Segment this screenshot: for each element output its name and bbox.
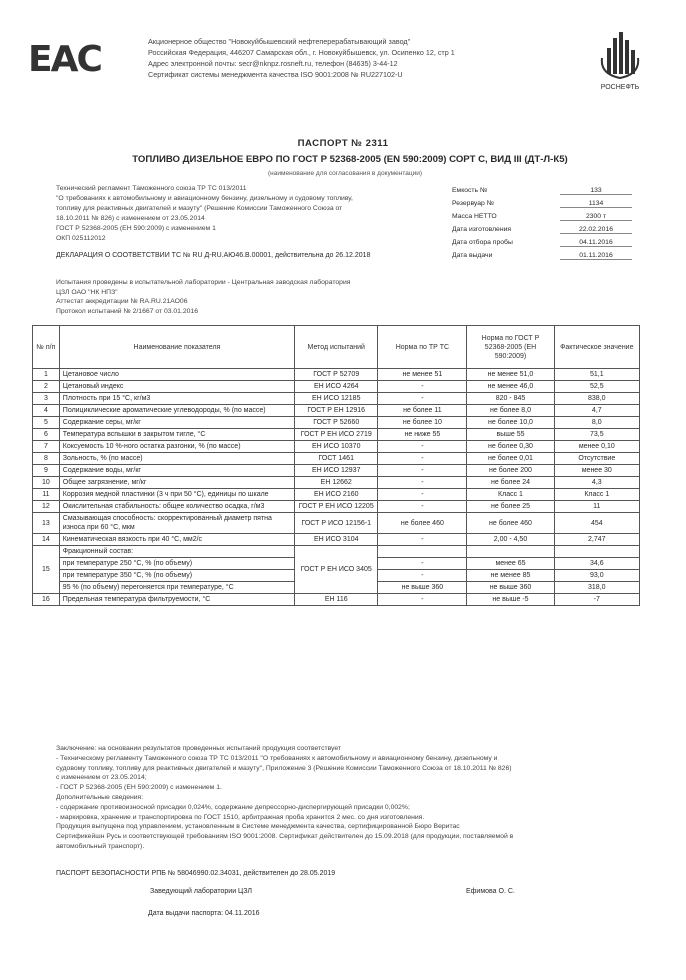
test-method: EH ИСО 12185	[295, 393, 378, 405]
table-row	[33, 534, 640, 546]
actual-value: 2,747	[554, 534, 639, 546]
norm-tr-ts: не более 10	[378, 417, 467, 429]
indicator-name: Полициклические ароматические углеводороды, % (по массе)	[59, 405, 294, 417]
company-line: Сертификат системы менеджмента качества ISO 9001:2008 № RU227102-U	[148, 70, 403, 79]
table-row	[33, 429, 640, 441]
requirement-line: "О требованиях к автомобильному и авиационному бензину, дизельному и судовому топливу,	[56, 195, 353, 202]
actual-value: 51,1	[554, 369, 639, 381]
test-method: ГОСТ Р ЕН 12916	[295, 405, 378, 417]
meta-value: 1134	[560, 200, 632, 208]
table-row	[33, 477, 640, 489]
indicator-name: Фракционный состав:	[59, 546, 294, 558]
row-number: 6	[33, 429, 60, 441]
signatory-name: Ефимова О. С.	[466, 888, 515, 895]
indicator-name: Температура вспышки в закрытом тигле, °С	[59, 429, 294, 441]
conclusion-line: - ГОСТ Р 52368-2005 (ЕН 590:2009) с изменением 1.	[56, 784, 222, 792]
column-header: Норма по ГОСТ Р 52368-2005 (EH 590:2009)	[467, 326, 554, 369]
meta-row	[452, 197, 632, 210]
indicator-name: при температуре 350 °С, % (по объему)	[59, 570, 294, 582]
test-method: EH ИСО 4264	[295, 381, 378, 393]
column-header: Метод испытаний	[295, 326, 378, 369]
test-method: EH ИСО 2160	[295, 489, 378, 501]
table-row	[33, 501, 640, 513]
table-row	[33, 369, 640, 381]
norm-gost: не более 0,01	[467, 453, 554, 465]
meta-key: Дата изготовления	[452, 226, 512, 233]
indicator-name: Цетановый индекс	[59, 381, 294, 393]
norm-tr-ts: не менее 51	[378, 369, 467, 381]
conclusion-line: Заключение: на основании результатов проведенных испытаний продукция соответствует	[56, 745, 342, 752]
test-method: ГОСТ Р ИСО 12156-1	[295, 513, 378, 534]
test-method: EH 116	[295, 594, 378, 606]
column-header: Наименование показателя	[59, 326, 294, 369]
indicator-name: Зольность, % (по массе)	[59, 453, 294, 465]
lab-block	[56, 278, 456, 316]
meta-value: 01.11.2016	[560, 252, 632, 260]
requirement-line: ГОСТ Р 52368-2005 (ЕН 590:2009) с изменением 1	[56, 225, 216, 232]
requirement-line: топливу для реактивных двигателей и мазуту" (Решение Комиссии Таможенного Союза от	[56, 205, 343, 212]
conclusion-line: Дополнительные сведения:	[56, 793, 144, 801]
indicator-name: Коксуемость 10 %-ного остатка разгонки, % (по массе)	[59, 441, 294, 453]
norm-gost: 820 - 845	[467, 393, 554, 405]
indicator-name: Предельная температура фильтруемости, °С	[59, 594, 294, 606]
declaration-line: ДЕКЛАРАЦИЯ О СООТВЕТСТВИИ ТС № RU Д-RU.АЮ46.В.00001, действительна до 26.12.2018	[56, 252, 371, 259]
meta-row	[452, 236, 632, 249]
actual-value: 93,0	[554, 570, 639, 582]
table-row	[33, 489, 640, 501]
meta-row	[452, 223, 632, 236]
test-method: ГОСТ Р ЕН ИСО 3405	[295, 546, 378, 594]
norm-gost: не более 8,0	[467, 405, 554, 417]
test-method: ГОСТ Р 52660	[295, 417, 378, 429]
indicator-name: Коррозия медной пластинки (3 ч при 50 °С), единицы по шкале	[59, 489, 294, 501]
row-number: 5	[33, 417, 60, 429]
test-method: EH 12662	[295, 477, 378, 489]
norm-tr-ts: -	[378, 393, 467, 405]
actual-value: 11	[554, 501, 639, 513]
norm-gost: не более 10,0	[467, 417, 554, 429]
row-number: 4	[33, 405, 60, 417]
indicator-name: Цетановое число	[59, 369, 294, 381]
norm-tr-ts: не более 460	[378, 513, 467, 534]
conclusion-line: судовому топливу, топливу для реактивных двигателей и мазуту", Приложение 3 (Решение Комиссии Таможенного Союза от 18.10.2011 № 826)	[56, 764, 512, 772]
table-row	[33, 465, 640, 477]
conclusion-line: - маркировка, хранение и транспортировка по ГОСТ 1510, арбитражная проба хранится 2 мес. со дня изготовления.	[56, 813, 425, 821]
conclusion-line: с изменением от 23.05.2014;	[56, 774, 147, 782]
signatory-role: Заведующий лаборатории ЦЗЛ	[150, 888, 252, 895]
table-row	[33, 393, 640, 405]
row-number: 14	[33, 534, 60, 546]
norm-tr-ts: -	[378, 570, 467, 582]
row-number: 10	[33, 477, 60, 489]
table-row	[33, 546, 640, 558]
quality-table	[32, 325, 640, 606]
norm-tr-ts: -	[378, 381, 467, 393]
eac-mark-text: EAC	[28, 39, 101, 80]
requirement-line: Технический регламент Таможенного союза ТР ТС 013/2011	[56, 185, 247, 192]
row-number: 16	[33, 594, 60, 606]
norm-gost: не менее 85	[467, 570, 554, 582]
norm-tr-ts: -	[378, 534, 467, 546]
norm-gost: не менее 51,0	[467, 369, 554, 381]
column-header: № п/п	[33, 326, 60, 369]
norm-gost: не более 200	[467, 465, 554, 477]
lab-line: ЦЗЛ ОАО "НК НПЗ"	[56, 288, 118, 296]
row-number: 9	[33, 465, 60, 477]
issue-date: Дата выдачи паспорта: 04.11.2016	[148, 910, 260, 917]
table-row	[33, 594, 640, 606]
meta-key: Емкость №	[452, 187, 488, 194]
actual-value: -7	[554, 594, 639, 606]
actual-value	[554, 546, 639, 558]
safety-passport-line: ПАСПОРТ БЕЗОПАСНОСТИ РПБ № 58046990.02.34031, действителен до 28.05.2019	[56, 870, 336, 877]
actual-value: 52,5	[554, 381, 639, 393]
lab-line: Аттестат аккредитации № RA.RU.21АО06	[56, 298, 188, 306]
indicator-name: Окислительная стабильность: общее количество осадка, г/м3	[59, 501, 294, 513]
norm-tr-ts	[378, 546, 467, 558]
company-line: Акционерное общество "Новокуйбышевский нефтеперерабатывающий завод"	[148, 37, 411, 46]
row-number: 12	[33, 501, 60, 513]
norm-tr-ts: -	[378, 489, 467, 501]
test-method: ГОСТ 1461	[295, 453, 378, 465]
actual-value: 838,0	[554, 393, 639, 405]
actual-value: Класс 1	[554, 489, 639, 501]
norm-gost: не более 0,30	[467, 441, 554, 453]
indicator-name: 95 % (по объему) перегоняется при температуре, °С	[59, 582, 294, 594]
row-number: 3	[33, 393, 60, 405]
requirement-line: ОКП 025112012	[56, 235, 106, 242]
indicator-name: Кинематическая вязкость при 40 °С, мм2/с	[59, 534, 294, 546]
conclusion-line: Продукция выпущена под управлением, установленным в Системе менеджмента качества, сертифицированной Бюро Веритас	[56, 823, 460, 831]
table-row	[33, 381, 640, 393]
table-row	[33, 453, 640, 465]
subtitle-note: (наименование для согласования в документации)	[268, 170, 422, 177]
actual-value: 8,0	[554, 417, 639, 429]
indicator-name: Плотность при 15 °С, кг/м3	[59, 393, 294, 405]
test-method: ГОСТ Р ЕН ИСО 12205	[295, 501, 378, 513]
meta-value: 2300 т	[560, 213, 632, 221]
column-header: Фактическое значение	[554, 326, 639, 369]
norm-gost: не выше 360	[467, 582, 554, 594]
norm-tr-ts: -	[378, 501, 467, 513]
row-number: 13	[33, 513, 60, 534]
indicator-name: Смазывающая способность: скорректированный диаметр пятна износа при 60 °С, мкм	[59, 513, 294, 534]
rosneft-logo	[590, 28, 650, 98]
meta-row	[452, 210, 632, 223]
norm-tr-ts: не более 11	[378, 405, 467, 417]
table-row	[33, 441, 640, 453]
meta-key: Дата выдачи	[452, 252, 493, 259]
meta-row	[452, 184, 632, 197]
indicator-name: при температуре 250 °С, % (по объему)	[59, 558, 294, 570]
row-number: 1	[33, 369, 60, 381]
table-row	[33, 405, 640, 417]
norm-tr-ts: -	[378, 477, 467, 489]
meta-value: 04.11.2016	[560, 239, 632, 247]
batch-meta	[452, 184, 632, 262]
rosneft-emblem-icon	[590, 28, 650, 82]
requirement-line: 18.10.2011 № 826) с изменением от 23.05.2014	[56, 215, 205, 222]
norm-gost: не более 25	[467, 501, 554, 513]
norm-tr-ts: не выше 360	[378, 582, 467, 594]
norm-gost: выше 55	[467, 429, 554, 441]
row-number: 7	[33, 441, 60, 453]
norm-gost: не выше -5	[467, 594, 554, 606]
test-method: EH ИСО 10370	[295, 441, 378, 453]
actual-value: 4,7	[554, 405, 639, 417]
conclusion-line: автомобильный транспорт).	[56, 842, 145, 850]
test-method: ГОСТ Р 52709	[295, 369, 378, 381]
actual-value: 318,0	[554, 582, 639, 594]
conclusion-line: - Техническому регламенту Таможенного союза ТР ТС 013/2011 "О требованиях к автомобильному и авиационному бензину, дизельному и	[56, 754, 498, 762]
norm-gost	[467, 546, 554, 558]
actual-value: менее 0,10	[554, 441, 639, 453]
logo-caption: РОСНЕФТЬ	[600, 84, 640, 91]
requirements-block	[56, 184, 396, 244]
norm-tr-ts: не ниже 55	[378, 429, 467, 441]
column-header: Норма по ТР ТС	[378, 326, 467, 369]
actual-value: 4,3	[554, 477, 639, 489]
norm-gost: 2,00 - 4,50	[467, 534, 554, 546]
actual-value: Отсутствие	[554, 453, 639, 465]
table-header-row	[33, 326, 640, 369]
row-number: 2	[33, 381, 60, 393]
document-subtitle: ТОПЛИВО ДИЗЕЛЬНОЕ ЕВРО ПО ГОСТ Р 52368-2005 (EN 590:2009) СОРТ С, ВИД III (ДТ-Л-К5)	[132, 154, 568, 165]
company-line: Российская Федерация, 446207 Самарская обл., г. Новокуйбышевск, ул. Осипенко 12, стр 1	[148, 48, 455, 57]
norm-gost: менее 65	[467, 558, 554, 570]
norm-tr-ts: -	[378, 441, 467, 453]
meta-key: Масса НЕТТО	[452, 213, 497, 220]
norm-tr-ts: -	[378, 594, 467, 606]
test-method: ГОСТ Р ЕН ИСО 2719	[295, 429, 378, 441]
norm-gost: не менее 46,0	[467, 381, 554, 393]
indicator-name: Содержание воды, мг/кг	[59, 465, 294, 477]
lab-line: Испытания проведены в испытательной лаборатории - Центральная заводская лаборатория	[56, 279, 351, 286]
table-row	[33, 513, 640, 534]
lab-line: Протокол испытаний № 2/1667 от 03.01.2016	[56, 307, 198, 315]
indicator-name: Содержание серы, мг/кг	[59, 417, 294, 429]
table-body	[33, 369, 640, 606]
eac-logo	[28, 38, 101, 82]
actual-value: 454	[554, 513, 639, 534]
meta-value: 22.02.2016	[560, 226, 632, 234]
row-number: 8	[33, 453, 60, 465]
test-method: EH ИСО 3104	[295, 534, 378, 546]
actual-value: 34,6	[554, 558, 639, 570]
row-number: 11	[33, 489, 60, 501]
meta-key: Дата отбора пробы	[452, 239, 513, 246]
indicator-name: Общее загрязнение, мг/кг	[59, 477, 294, 489]
row-number: 15	[33, 546, 60, 594]
document-title: ПАСПОРТ № 2311	[297, 138, 389, 149]
conclusion-line: Сертификейшн Русь и соответствующей требованиям ISO 9001:2008. Сертификат действителен до 15.09.2018 (для продукции, поставляемой в	[56, 833, 514, 841]
conclusion-block	[56, 744, 656, 852]
meta-key: Резервуар №	[452, 200, 494, 207]
norm-gost: не более 460	[467, 513, 554, 534]
actual-value: менее 30	[554, 465, 639, 477]
meta-value: 133	[560, 187, 632, 195]
company-line: Адрес электронной почты: secr@nknpz.rosneft.ru, телефон (84635) 3-44-12	[148, 59, 398, 68]
norm-gost: не более 24	[467, 477, 554, 489]
test-method: EH ИСО 12937	[295, 465, 378, 477]
actual-value: 73,5	[554, 429, 639, 441]
conclusion-line: - содержание противоизносной присадки 0,024%, содержание депрессорно-диспергирующей присадки 0,002%;	[56, 803, 410, 811]
norm-gost: Класс 1	[467, 489, 554, 501]
norm-tr-ts: -	[378, 558, 467, 570]
norm-tr-ts: -	[378, 465, 467, 477]
company-block	[148, 36, 548, 80]
norm-tr-ts: -	[378, 453, 467, 465]
table-row	[33, 417, 640, 429]
